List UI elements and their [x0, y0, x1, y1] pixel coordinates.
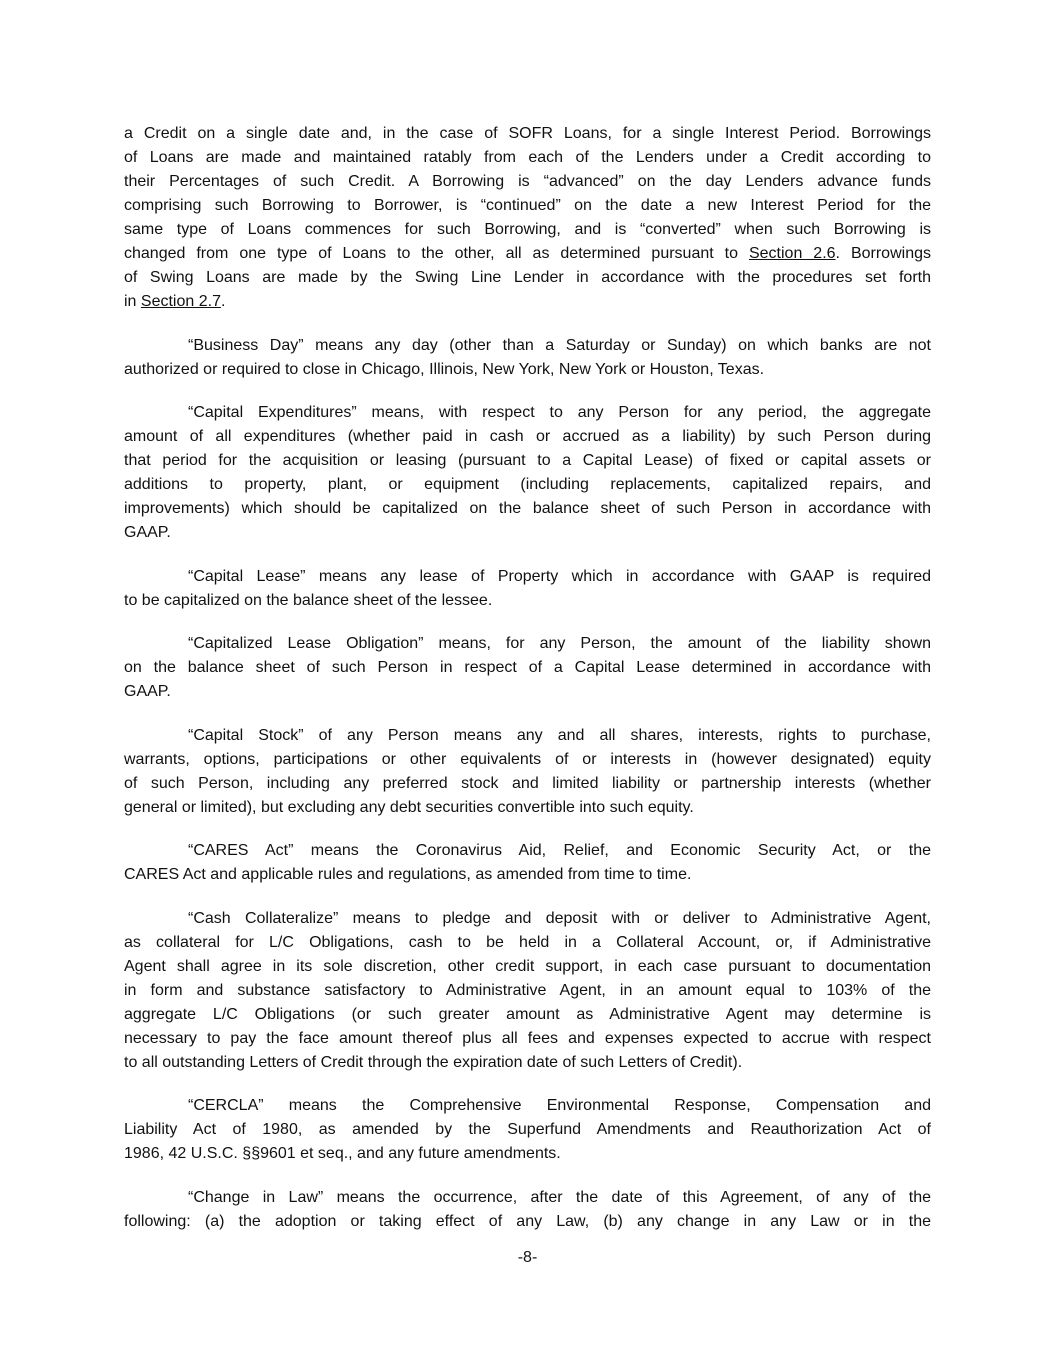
- text-line: CARES Act and applicable rules and regulations, as amended from time to time.: [124, 866, 692, 883]
- text-line: authorized or required to close in Chicago, Illinois, New York, New York or Houston, Texas.: [124, 360, 765, 378]
- definition-paragraph: [124, 1186, 931, 1234]
- text-line: “Capitalized Lease Obligation” means, for any Person, the amount of the liability shown: [188, 635, 931, 652]
- text-line: a Credit on a single date and, in the case of SOFR Loans, for a single Interest Period. Borrowings: [124, 125, 931, 142]
- definition-paragraph: [124, 839, 931, 887]
- text-line: in Section 2.7.: [124, 293, 226, 310]
- text-line: improvements) which should be capitalized on the balance sheet of such Person in accordance with: [124, 500, 931, 517]
- text-line: 1986, 42 U.S.C. §§9601 et seq., and any future amendments.: [124, 1145, 561, 1162]
- definition-paragraph: [124, 632, 931, 704]
- section-reference: Section 2.6: [748, 245, 836, 262]
- text-line: “Capital Lease” means any lease of Property which in accordance with GAAP is required: [188, 567, 931, 585]
- text-line: “CERCLA” means the Comprehensive Environmental Response, Compensation and: [188, 1097, 931, 1114]
- text-line: “Cash Collateralize” means to pledge and deposit with or deliver to Administrative Agent,: [188, 909, 931, 927]
- text-line: warrants, options, participations or other equivalents of or interests in (however designated) equity: [124, 750, 931, 768]
- text-line: necessary to pay the face amount thereof plus all fees and expenses expected to accrue with respect: [124, 1029, 931, 1047]
- text-line: as collateral for L/C Obligations, cash to be held in a Collateral Account, or, if Administrative: [124, 933, 931, 951]
- text-line: of Swing Loans are made by the Swing Line Lender in accordance with the procedures set forth: [124, 269, 931, 286]
- text-line: additions to property, plant, or equipment (including replacements, capitalized repairs, and: [124, 476, 931, 493]
- text-line: amount of all expenditures (whether paid in cash or accrued as a liability) by such Person during: [124, 428, 931, 445]
- text-line: “Capital Expenditures” means, with respect to any Person for any period, the aggregate: [188, 404, 931, 421]
- definition-paragraph: [124, 724, 931, 820]
- text-line: that period for the acquisition or leasing (pursuant to a Capital Lease) of fixed or capital assets or: [124, 452, 931, 469]
- text-line: “CARES Act” means the Coronavirus Aid, Relief, and Economic Security Act, or the: [188, 842, 931, 859]
- text-line: on the balance sheet of such Person in respect of a Capital Lease determined in accordance with: [124, 659, 931, 676]
- text-line: to all outstanding Letters of Credit through the expiration date of such Letters of Credit).: [124, 1053, 743, 1071]
- text-line: following: (a) the adoption or taking effect of any Law, (b) any change in any Law or in the: [124, 1212, 931, 1230]
- text-line: of Loans are made and maintained ratably from each of the Lenders under a Credit according to: [124, 149, 931, 166]
- text-line: GAAP.: [124, 683, 171, 700]
- document-body: [124, 122, 931, 1253]
- text-line: to be capitalized on the balance sheet of the lessee.: [124, 591, 493, 609]
- definition-paragraph: [124, 334, 931, 382]
- text-line: “Business Day” means any day (other than a Saturday or Sunday) on which banks are not: [188, 336, 931, 354]
- text-line: in form and substance satisfactory to Administrative Agent, in an amount equal to 103% of the: [124, 981, 931, 999]
- page-number: -8-: [517, 1249, 538, 1266]
- definition-paragraph: [124, 1094, 931, 1166]
- definition-paragraph: [124, 401, 931, 545]
- text-line: Liability Act of 1980, as amended by the Superfund Amendments and Reauthorization Act of: [124, 1121, 931, 1138]
- text-line: same type of Loans commences for such Borrowing, and is “converted” when such Borrowing is: [124, 221, 931, 238]
- text-line: “Change in Law” means the occurrence, after the date of this Agreement, of any of the: [188, 1188, 931, 1206]
- text-line: Agent shall agree in its sole discretion, other credit support, in each case pursuant to documentation: [124, 957, 931, 975]
- text-line: “Capital Stock” of any Person means any and all shares, interests, rights to purchase,: [188, 726, 931, 744]
- text-line: their Percentages of such Credit. A Borrowing is “advanced” on the day Lenders advance funds: [124, 173, 931, 190]
- text-line: changed from one type of Loans to the other, all as determined pursuant to Section 2.6. Borrowings: [124, 245, 931, 262]
- text-line: comprising such Borrowing to Borrower, is “continued” on the date a new Interest Period for the: [124, 197, 931, 214]
- text-line: general or limited), but excluding any debt securities convertible into such equity.: [124, 798, 694, 816]
- definition-paragraph: [124, 907, 931, 1075]
- text-line: GAAP.: [124, 524, 171, 541]
- definition-paragraph: [124, 565, 931, 613]
- text-line: aggregate L/C Obligations (or such greater amount as Administrative Agent may determine is: [124, 1005, 931, 1023]
- section-reference: Section 2.7: [140, 293, 221, 310]
- definition-paragraph: [124, 122, 931, 314]
- text-line: of such Person, including any preferred stock and limited liability or partnership interests (whether: [124, 774, 931, 792]
